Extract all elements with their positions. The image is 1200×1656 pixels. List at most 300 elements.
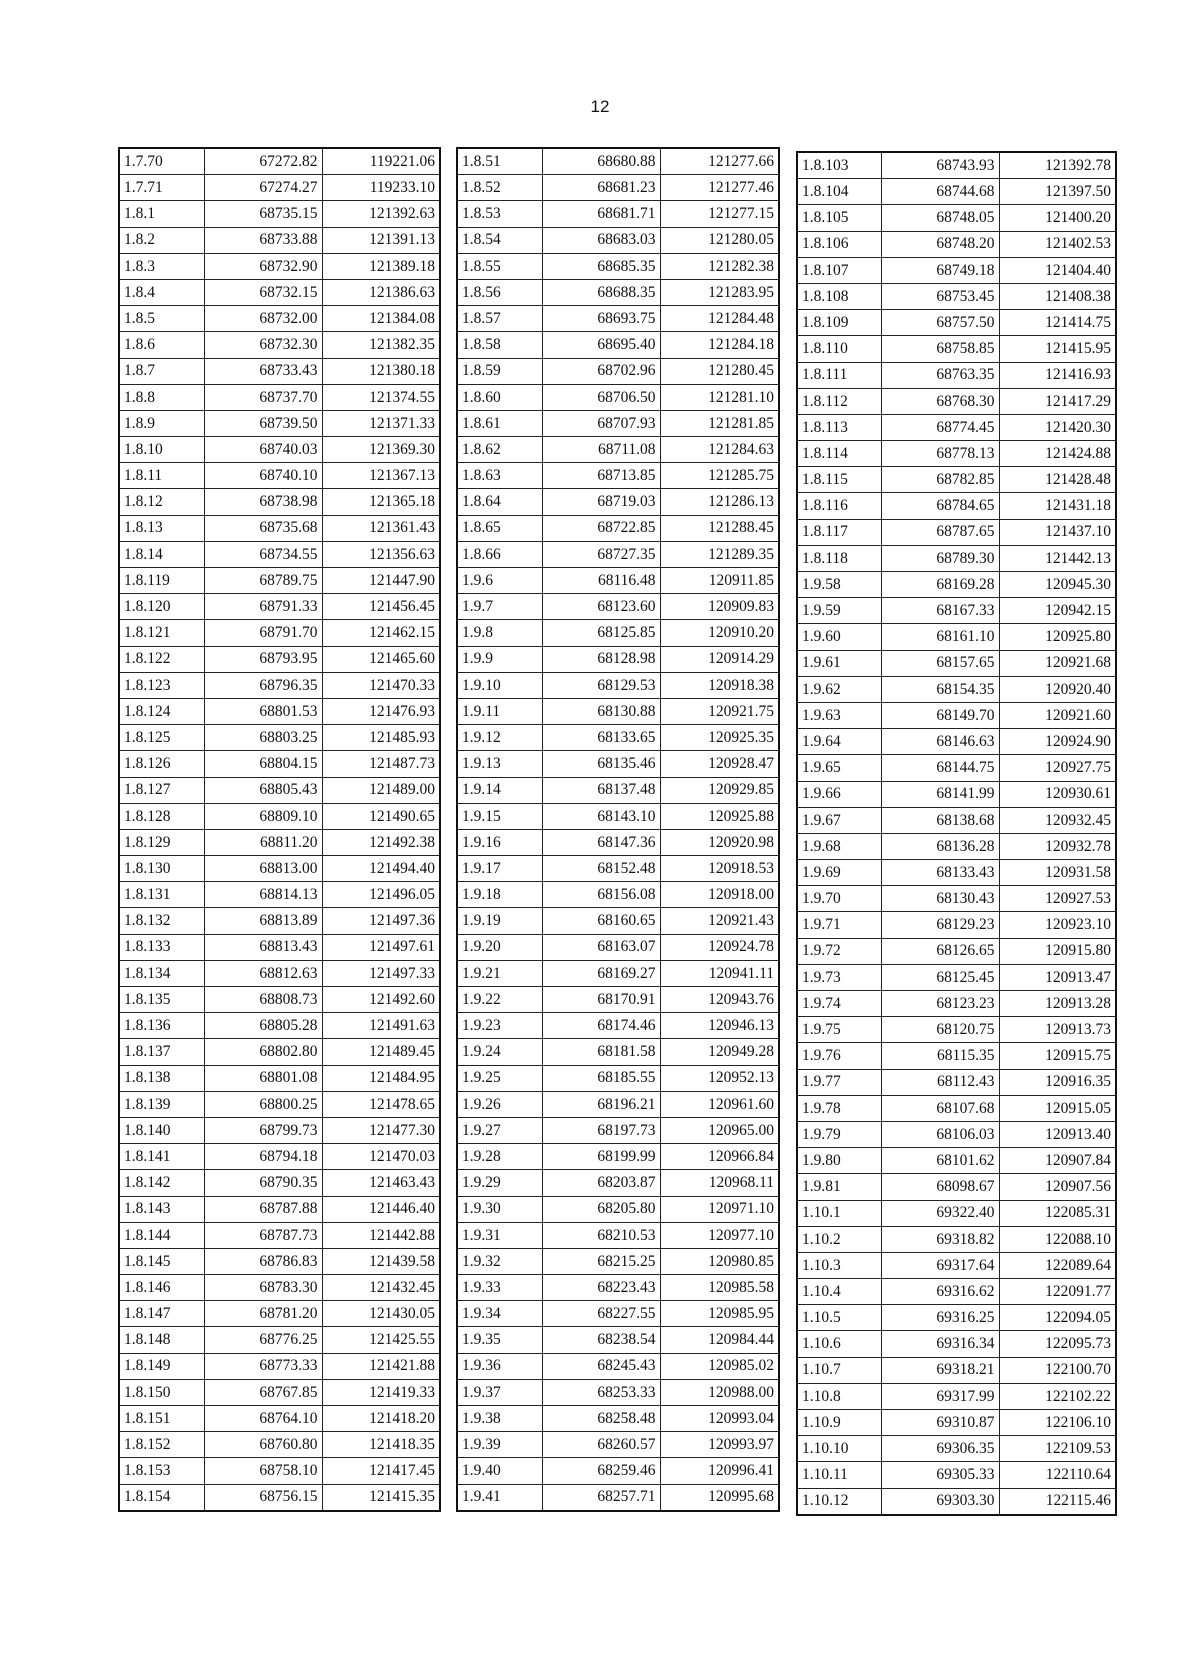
x-coordinate-cell: 68767.85: [204, 1379, 322, 1405]
coordinate-table-right: [796, 151, 1117, 1516]
table-row: [797, 781, 1116, 807]
table-row: [119, 1327, 440, 1353]
point-id-cell: 1.8.144: [119, 1222, 204, 1248]
x-coordinate-cell: 69305.33: [881, 1462, 999, 1488]
y-coordinate-cell: 120988.00: [660, 1379, 779, 1405]
table-row: [119, 882, 440, 908]
table-row: [797, 624, 1116, 650]
x-coordinate-cell: 68749.18: [881, 257, 999, 283]
y-coordinate-cell: 120941.11: [660, 960, 779, 986]
point-id-cell: 1.10.5: [797, 1305, 881, 1331]
y-coordinate-cell: 121432.45: [322, 1275, 440, 1301]
x-coordinate-cell: 68205.80: [542, 1196, 660, 1222]
table-row: [797, 336, 1116, 362]
x-coordinate-cell: 68748.05: [881, 205, 999, 231]
table-row: [457, 253, 779, 279]
x-coordinate-cell: 68688.35: [542, 279, 660, 305]
y-coordinate-cell: 121428.48: [999, 467, 1116, 493]
table-row: [457, 332, 779, 358]
point-id-cell: 1.8.154: [119, 1484, 204, 1511]
table-row: [457, 541, 779, 567]
y-coordinate-cell: 121374.55: [322, 384, 440, 410]
x-coordinate-cell: 68174.46: [542, 1013, 660, 1039]
y-coordinate-cell: 120985.58: [660, 1275, 779, 1301]
point-id-cell: 1.8.127: [119, 777, 204, 803]
table-row: [457, 1327, 779, 1353]
y-coordinate-cell: 120945.30: [999, 572, 1116, 598]
table-row: [119, 987, 440, 1013]
x-coordinate-cell: 68800.25: [204, 1091, 322, 1117]
y-coordinate-cell: 120985.02: [660, 1353, 779, 1379]
point-id-cell: 1.8.118: [797, 545, 881, 571]
table-row: [797, 441, 1116, 467]
point-id-cell: 1.8.7: [119, 358, 204, 384]
point-id-cell: 1.9.14: [457, 777, 542, 803]
point-id-cell: 1.8.142: [119, 1170, 204, 1196]
point-id-cell: 1.10.1: [797, 1200, 881, 1226]
table-row: [797, 152, 1116, 179]
x-coordinate-cell: 68706.50: [542, 384, 660, 410]
point-id-cell: 1.10.12: [797, 1488, 881, 1515]
point-id-cell: 1.9.24: [457, 1039, 542, 1065]
point-id-cell: 1.8.137: [119, 1039, 204, 1065]
point-id-cell: 1.9.75: [797, 1017, 881, 1043]
x-coordinate-cell: 69316.34: [881, 1331, 999, 1357]
table-row: [797, 414, 1116, 440]
x-coordinate-cell: 68773.33: [204, 1353, 322, 1379]
x-coordinate-cell: 68778.13: [881, 441, 999, 467]
point-id-cell: 1.8.129: [119, 829, 204, 855]
table-row: [119, 1065, 440, 1091]
table-row: [457, 829, 779, 855]
x-coordinate-cell: 68115.35: [881, 1043, 999, 1069]
x-coordinate-cell: 68123.60: [542, 594, 660, 620]
y-coordinate-cell: 121437.10: [999, 519, 1116, 545]
x-coordinate-cell: 68116.48: [542, 568, 660, 594]
x-coordinate-cell: 68732.30: [204, 332, 322, 358]
point-id-cell: 1.8.116: [797, 493, 881, 519]
y-coordinate-cell: 121415.35: [322, 1484, 440, 1511]
point-id-cell: 1.9.68: [797, 833, 881, 859]
table-row: [457, 1065, 779, 1091]
y-coordinate-cell: 121491.63: [322, 1013, 440, 1039]
table-row: [797, 1462, 1116, 1488]
point-id-cell: 1.9.69: [797, 860, 881, 886]
table-row: [119, 358, 440, 384]
table-row: [457, 1170, 779, 1196]
table-row: [797, 257, 1116, 283]
x-coordinate-cell: 68125.45: [881, 964, 999, 990]
point-id-cell: 1.8.139: [119, 1091, 204, 1117]
table-row: [457, 1379, 779, 1405]
table-row: [797, 1043, 1116, 1069]
point-id-cell: 1.9.28: [457, 1144, 542, 1170]
y-coordinate-cell: 120924.78: [660, 934, 779, 960]
y-coordinate-cell: 120916.35: [999, 1069, 1116, 1095]
y-coordinate-cell: 121420.30: [999, 414, 1116, 440]
table-row: [457, 148, 779, 175]
point-id-cell: 1.9.11: [457, 698, 542, 724]
y-coordinate-cell: 120923.10: [999, 912, 1116, 938]
x-coordinate-cell: 68791.70: [204, 620, 322, 646]
y-coordinate-cell: 121430.05: [322, 1301, 440, 1327]
x-coordinate-cell: 68210.53: [542, 1222, 660, 1248]
table-row: [457, 856, 779, 882]
table-row: [119, 1406, 440, 1432]
table-row: [457, 1275, 779, 1301]
y-coordinate-cell: 121446.40: [322, 1196, 440, 1222]
point-id-cell: 1.9.35: [457, 1327, 542, 1353]
point-id-cell: 1.9.64: [797, 729, 881, 755]
y-coordinate-cell: 121485.93: [322, 725, 440, 751]
point-id-cell: 1.8.140: [119, 1117, 204, 1143]
coordinate-table-middle: [456, 147, 780, 1512]
x-coordinate-cell: 68787.73: [204, 1222, 322, 1248]
point-id-cell: 1.9.18: [457, 882, 542, 908]
y-coordinate-cell: 121494.40: [322, 856, 440, 882]
table-row: [119, 646, 440, 672]
table-row: [457, 882, 779, 908]
x-coordinate-cell: 68197.73: [542, 1117, 660, 1143]
table-row: [457, 698, 779, 724]
point-id-cell: 1.8.51: [457, 148, 542, 175]
table-row: [797, 493, 1116, 519]
x-coordinate-cell: 68223.43: [542, 1275, 660, 1301]
table-row: [797, 1148, 1116, 1174]
x-coordinate-cell: 68161.10: [881, 624, 999, 650]
y-coordinate-cell: 120921.75: [660, 698, 779, 724]
point-id-cell: 1.9.32: [457, 1248, 542, 1274]
y-coordinate-cell: 120931.58: [999, 860, 1116, 886]
y-coordinate-cell: 121380.18: [322, 358, 440, 384]
x-coordinate-cell: 68133.65: [542, 725, 660, 751]
point-id-cell: 1.9.41: [457, 1484, 542, 1511]
x-coordinate-cell: 68756.15: [204, 1484, 322, 1511]
point-id-cell: 1.9.78: [797, 1095, 881, 1121]
x-coordinate-cell: 68144.75: [881, 755, 999, 781]
x-coordinate-cell: 68169.28: [881, 572, 999, 598]
y-coordinate-cell: 121462.15: [322, 620, 440, 646]
table-row: [119, 1170, 440, 1196]
y-coordinate-cell: 120909.83: [660, 594, 779, 620]
table-row: [457, 1301, 779, 1327]
x-coordinate-cell: 68196.21: [542, 1091, 660, 1117]
point-id-cell: 1.8.134: [119, 960, 204, 986]
point-id-cell: 1.9.74: [797, 991, 881, 1017]
x-coordinate-cell: 68120.75: [881, 1017, 999, 1043]
table-row: [457, 437, 779, 463]
y-coordinate-cell: 121281.10: [660, 384, 779, 410]
table-row: [457, 1196, 779, 1222]
x-coordinate-cell: 68733.43: [204, 358, 322, 384]
point-id-cell: 1.8.105: [797, 205, 881, 231]
table-row: [457, 1406, 779, 1432]
table-row: [457, 620, 779, 646]
table-row: [457, 1222, 779, 1248]
point-id-cell: 1.8.136: [119, 1013, 204, 1039]
point-id-cell: 1.8.63: [457, 463, 542, 489]
point-id-cell: 1.8.117: [797, 519, 881, 545]
point-id-cell: 1.9.59: [797, 598, 881, 624]
y-coordinate-cell: 121465.60: [322, 646, 440, 672]
table-row: [119, 856, 440, 882]
table-row: [797, 467, 1116, 493]
point-id-cell: 1.7.71: [119, 175, 204, 201]
y-coordinate-cell: 120932.45: [999, 807, 1116, 833]
point-id-cell: 1.8.66: [457, 541, 542, 567]
table-row: [119, 1013, 440, 1039]
point-id-cell: 1.8.65: [457, 515, 542, 541]
table-row: [797, 938, 1116, 964]
table-row: [119, 960, 440, 986]
point-id-cell: 1.8.108: [797, 283, 881, 309]
point-id-cell: 1.8.130: [119, 856, 204, 882]
point-id-cell: 1.8.120: [119, 594, 204, 620]
point-id-cell: 1.8.132: [119, 908, 204, 934]
table-row: [119, 1353, 440, 1379]
y-coordinate-cell: 120913.28: [999, 991, 1116, 1017]
y-coordinate-cell: 121417.45: [322, 1458, 440, 1484]
point-id-cell: 1.8.150: [119, 1379, 204, 1405]
x-coordinate-cell: 68805.43: [204, 777, 322, 803]
x-coordinate-cell: 68805.28: [204, 1013, 322, 1039]
x-coordinate-cell: 68799.73: [204, 1117, 322, 1143]
y-coordinate-cell: 120913.40: [999, 1121, 1116, 1147]
y-coordinate-cell: 120977.10: [660, 1222, 779, 1248]
point-id-cell: 1.8.111: [797, 362, 881, 388]
point-id-cell: 1.10.2: [797, 1226, 881, 1252]
point-id-cell: 1.8.141: [119, 1144, 204, 1170]
y-coordinate-cell: 119221.06: [322, 148, 440, 175]
point-id-cell: 1.8.1: [119, 201, 204, 227]
point-id-cell: 1.10.3: [797, 1252, 881, 1278]
point-id-cell: 1.9.15: [457, 803, 542, 829]
point-id-cell: 1.9.12: [457, 725, 542, 751]
y-coordinate-cell: 121361.43: [322, 515, 440, 541]
x-coordinate-cell: 68133.43: [881, 860, 999, 886]
y-coordinate-cell: 120996.41: [660, 1458, 779, 1484]
x-coordinate-cell: 68786.83: [204, 1248, 322, 1274]
table-row: [457, 358, 779, 384]
point-id-cell: 1.9.9: [457, 646, 542, 672]
y-coordinate-cell: 121408.38: [999, 283, 1116, 309]
table-row: [119, 1222, 440, 1248]
table-row: [457, 751, 779, 777]
y-coordinate-cell: 121489.00: [322, 777, 440, 803]
y-coordinate-cell: 121391.13: [322, 227, 440, 253]
point-id-cell: 1.8.148: [119, 1327, 204, 1353]
y-coordinate-cell: 120920.98: [660, 829, 779, 855]
point-id-cell: 1.9.73: [797, 964, 881, 990]
point-id-cell: 1.9.61: [797, 650, 881, 676]
y-coordinate-cell: 121418.20: [322, 1406, 440, 1432]
table-row: [797, 1069, 1116, 1095]
y-coordinate-cell: 120921.43: [660, 908, 779, 934]
x-coordinate-cell: 68744.68: [881, 179, 999, 205]
y-coordinate-cell: 121421.88: [322, 1353, 440, 1379]
x-coordinate-cell: 67272.82: [204, 148, 322, 175]
y-coordinate-cell: 121365.18: [322, 489, 440, 515]
table-row: [119, 934, 440, 960]
x-coordinate-cell: 68802.80: [204, 1039, 322, 1065]
y-coordinate-cell: 120984.44: [660, 1327, 779, 1353]
x-coordinate-cell: 69318.82: [881, 1226, 999, 1252]
x-coordinate-cell: 68181.58: [542, 1039, 660, 1065]
table-row: [457, 175, 779, 201]
point-id-cell: 1.8.55: [457, 253, 542, 279]
x-coordinate-cell: 68707.93: [542, 410, 660, 436]
y-coordinate-cell: 121431.18: [999, 493, 1116, 519]
y-coordinate-cell: 120942.15: [999, 598, 1116, 624]
point-id-cell: 1.10.9: [797, 1410, 881, 1436]
point-id-cell: 1.8.4: [119, 279, 204, 305]
point-id-cell: 1.8.110: [797, 336, 881, 362]
table-row: [119, 1301, 440, 1327]
table-row: [797, 1174, 1116, 1200]
table-row: [457, 1091, 779, 1117]
table-row: [797, 650, 1116, 676]
point-id-cell: 1.9.80: [797, 1148, 881, 1174]
x-coordinate-cell: 68753.45: [881, 283, 999, 309]
x-coordinate-cell: 68809.10: [204, 803, 322, 829]
point-id-cell: 1.9.25: [457, 1065, 542, 1091]
point-id-cell: 1.9.10: [457, 672, 542, 698]
y-coordinate-cell: 121402.53: [999, 231, 1116, 257]
y-coordinate-cell: 120921.60: [999, 702, 1116, 728]
x-coordinate-cell: 68157.65: [881, 650, 999, 676]
y-coordinate-cell: 121439.58: [322, 1248, 440, 1274]
x-coordinate-cell: 68681.71: [542, 201, 660, 227]
point-id-cell: 1.9.31: [457, 1222, 542, 1248]
x-coordinate-cell: 68811.20: [204, 829, 322, 855]
x-coordinate-cell: 68107.68: [881, 1095, 999, 1121]
x-coordinate-cell: 68763.35: [881, 362, 999, 388]
y-coordinate-cell: 120915.05: [999, 1095, 1116, 1121]
point-id-cell: 1.8.152: [119, 1432, 204, 1458]
point-id-cell: 1.9.79: [797, 1121, 881, 1147]
y-coordinate-cell: 120965.00: [660, 1117, 779, 1143]
point-id-cell: 1.8.153: [119, 1458, 204, 1484]
table-row: [457, 1484, 779, 1511]
y-coordinate-cell: 121371.33: [322, 410, 440, 436]
point-id-cell: 1.8.119: [119, 568, 204, 594]
x-coordinate-cell: 68170.91: [542, 987, 660, 1013]
table-row: [119, 1432, 440, 1458]
point-id-cell: 1.9.72: [797, 938, 881, 964]
y-coordinate-cell: 121289.35: [660, 541, 779, 567]
y-coordinate-cell: 120971.10: [660, 1196, 779, 1222]
point-id-cell: 1.9.33: [457, 1275, 542, 1301]
point-id-cell: 1.8.104: [797, 179, 881, 205]
y-coordinate-cell: 120985.95: [660, 1301, 779, 1327]
y-coordinate-cell: 120961.60: [660, 1091, 779, 1117]
y-coordinate-cell: 121442.88: [322, 1222, 440, 1248]
table-row: [797, 1305, 1116, 1331]
point-id-cell: 1.8.145: [119, 1248, 204, 1274]
table-row: [119, 489, 440, 515]
point-id-cell: 1.8.114: [797, 441, 881, 467]
x-coordinate-cell: 69316.25: [881, 1305, 999, 1331]
y-coordinate-cell: 120913.73: [999, 1017, 1116, 1043]
y-coordinate-cell: 121456.45: [322, 594, 440, 620]
table-row: [119, 227, 440, 253]
table-row: [797, 388, 1116, 414]
table-row: [797, 1331, 1116, 1357]
x-coordinate-cell: 68169.27: [542, 960, 660, 986]
table-row: [457, 410, 779, 436]
table-row: [797, 545, 1116, 571]
y-coordinate-cell: 122089.64: [999, 1252, 1116, 1278]
x-coordinate-cell: 68782.85: [881, 467, 999, 493]
x-coordinate-cell: 68112.43: [881, 1069, 999, 1095]
y-coordinate-cell: 120925.80: [999, 624, 1116, 650]
x-coordinate-cell: 69322.40: [881, 1200, 999, 1226]
x-coordinate-cell: 68722.85: [542, 515, 660, 541]
point-id-cell: 1.8.123: [119, 672, 204, 698]
y-coordinate-cell: 121382.35: [322, 332, 440, 358]
x-coordinate-cell: 68711.08: [542, 437, 660, 463]
y-coordinate-cell: 120943.76: [660, 987, 779, 1013]
point-id-cell: 1.9.65: [797, 755, 881, 781]
point-id-cell: 1.9.19: [457, 908, 542, 934]
y-coordinate-cell: 120928.47: [660, 751, 779, 777]
table-row: [119, 803, 440, 829]
table-row: [119, 725, 440, 751]
y-coordinate-cell: 121284.18: [660, 332, 779, 358]
y-coordinate-cell: 120925.88: [660, 803, 779, 829]
point-id-cell: 1.8.113: [797, 414, 881, 440]
y-coordinate-cell: 121286.13: [660, 489, 779, 515]
x-coordinate-cell: 68812.63: [204, 960, 322, 986]
y-coordinate-cell: 121367.13: [322, 463, 440, 489]
x-coordinate-cell: 68789.30: [881, 545, 999, 571]
x-coordinate-cell: 69317.99: [881, 1383, 999, 1409]
point-id-cell: 1.10.11: [797, 1462, 881, 1488]
point-id-cell: 1.8.126: [119, 751, 204, 777]
x-coordinate-cell: 68125.85: [542, 620, 660, 646]
y-coordinate-cell: 120949.28: [660, 1039, 779, 1065]
x-coordinate-cell: 68146.63: [881, 729, 999, 755]
x-coordinate-cell: 68808.73: [204, 987, 322, 1013]
point-id-cell: 1.8.147: [119, 1301, 204, 1327]
table-row: [797, 833, 1116, 859]
x-coordinate-cell: 68748.20: [881, 231, 999, 257]
x-coordinate-cell: 68735.15: [204, 201, 322, 227]
table-row: [119, 908, 440, 934]
point-id-cell: 1.9.13: [457, 751, 542, 777]
x-coordinate-cell: 68260.57: [542, 1432, 660, 1458]
y-coordinate-cell: 121384.08: [322, 306, 440, 332]
y-coordinate-cell: 120907.84: [999, 1148, 1116, 1174]
table-row: [457, 227, 779, 253]
point-id-cell: 1.7.70: [119, 148, 204, 175]
x-coordinate-cell: 68128.98: [542, 646, 660, 672]
y-coordinate-cell: 121414.75: [999, 310, 1116, 336]
table-row: [797, 1279, 1116, 1305]
x-coordinate-cell: 68129.53: [542, 672, 660, 698]
table-row: [119, 1484, 440, 1511]
y-coordinate-cell: 121424.88: [999, 441, 1116, 467]
x-coordinate-cell: 67274.27: [204, 175, 322, 201]
x-coordinate-cell: 69316.62: [881, 1279, 999, 1305]
table-row: [797, 231, 1116, 257]
point-id-cell: 1.9.7: [457, 594, 542, 620]
x-coordinate-cell: 68713.85: [542, 463, 660, 489]
table-row: [797, 886, 1116, 912]
point-id-cell: 1.9.76: [797, 1043, 881, 1069]
y-coordinate-cell: 120946.13: [660, 1013, 779, 1039]
point-id-cell: 1.8.56: [457, 279, 542, 305]
